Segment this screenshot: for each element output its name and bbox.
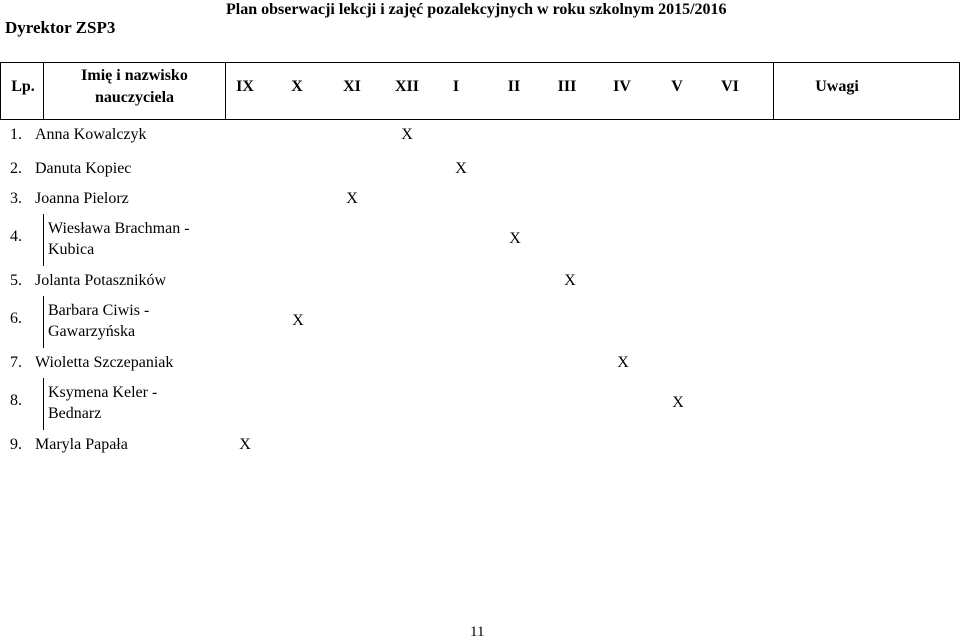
table-rule xyxy=(43,296,44,348)
column-header-month: VI xyxy=(721,78,739,95)
column-header-month: I xyxy=(452,78,460,95)
teacher-name: Ksymena Keler - Bednarz xyxy=(48,384,158,422)
page-number: 11 xyxy=(470,624,485,640)
column-header-month: XI xyxy=(343,78,361,95)
table-rule xyxy=(773,62,774,120)
column-header-notes: Uwagi xyxy=(815,78,859,95)
table-rule xyxy=(0,62,960,63)
teacher-name: Wiesława Brachman - Kubica xyxy=(48,220,190,258)
row-number: 5. xyxy=(10,272,22,289)
teacher-name: Anna Kowalczyk xyxy=(35,126,147,143)
column-header-month: III xyxy=(557,78,577,95)
row-number: 7. xyxy=(10,354,22,371)
row-number: 6. xyxy=(10,310,22,327)
table-rule xyxy=(0,62,1,120)
row-number: 4. xyxy=(10,228,22,245)
observation-mark: X xyxy=(564,272,576,289)
row-number: 8. xyxy=(10,392,22,409)
column-header-month: X xyxy=(291,78,303,95)
column-header-month: II xyxy=(507,78,521,95)
observation-mark: X xyxy=(292,312,304,329)
row-number: 2. xyxy=(10,160,22,177)
teacher-name: Joanna Pielorz xyxy=(35,190,129,207)
column-header-month: XII xyxy=(394,78,419,95)
table-rule xyxy=(43,214,44,266)
teacher-name: Barbara Ciwis - Gawarzyńska xyxy=(48,302,150,340)
column-header-lp: Lp. xyxy=(11,78,35,95)
column-header-month: IX xyxy=(236,78,254,95)
observation-mark: X xyxy=(509,230,521,247)
observation-mark: X xyxy=(401,126,413,143)
observation-mark: X xyxy=(617,354,629,371)
table-rule xyxy=(0,119,960,120)
teacher-name: Danuta Kopiec xyxy=(35,160,132,177)
document-title: Plan obserwacji lekcji i zajęć pozalekcyjnych w roku szkolnym 2015/2016 xyxy=(226,1,727,18)
row-number: 3. xyxy=(10,190,22,207)
column-header-month: V xyxy=(671,78,683,95)
observation-mark: X xyxy=(455,160,467,177)
table-rule xyxy=(43,62,44,120)
teacher-name: Jolanta Potaszników xyxy=(35,272,167,289)
table-rule xyxy=(43,378,44,430)
column-header-month: IV xyxy=(613,78,631,95)
observation-mark: X xyxy=(239,436,251,453)
observation-mark: X xyxy=(346,190,358,207)
observation-mark: X xyxy=(672,394,684,411)
teacher-name: Maryla Papała xyxy=(35,436,128,453)
column-header-name: Imię i nazwisko nauczyciela xyxy=(81,67,188,106)
document-header-left: Dyrektor ZSP3 xyxy=(5,18,116,37)
row-number: 1. xyxy=(10,126,22,143)
row-number: 9. xyxy=(10,436,22,453)
teacher-name: Wioletta Szczepaniak xyxy=(35,354,174,371)
